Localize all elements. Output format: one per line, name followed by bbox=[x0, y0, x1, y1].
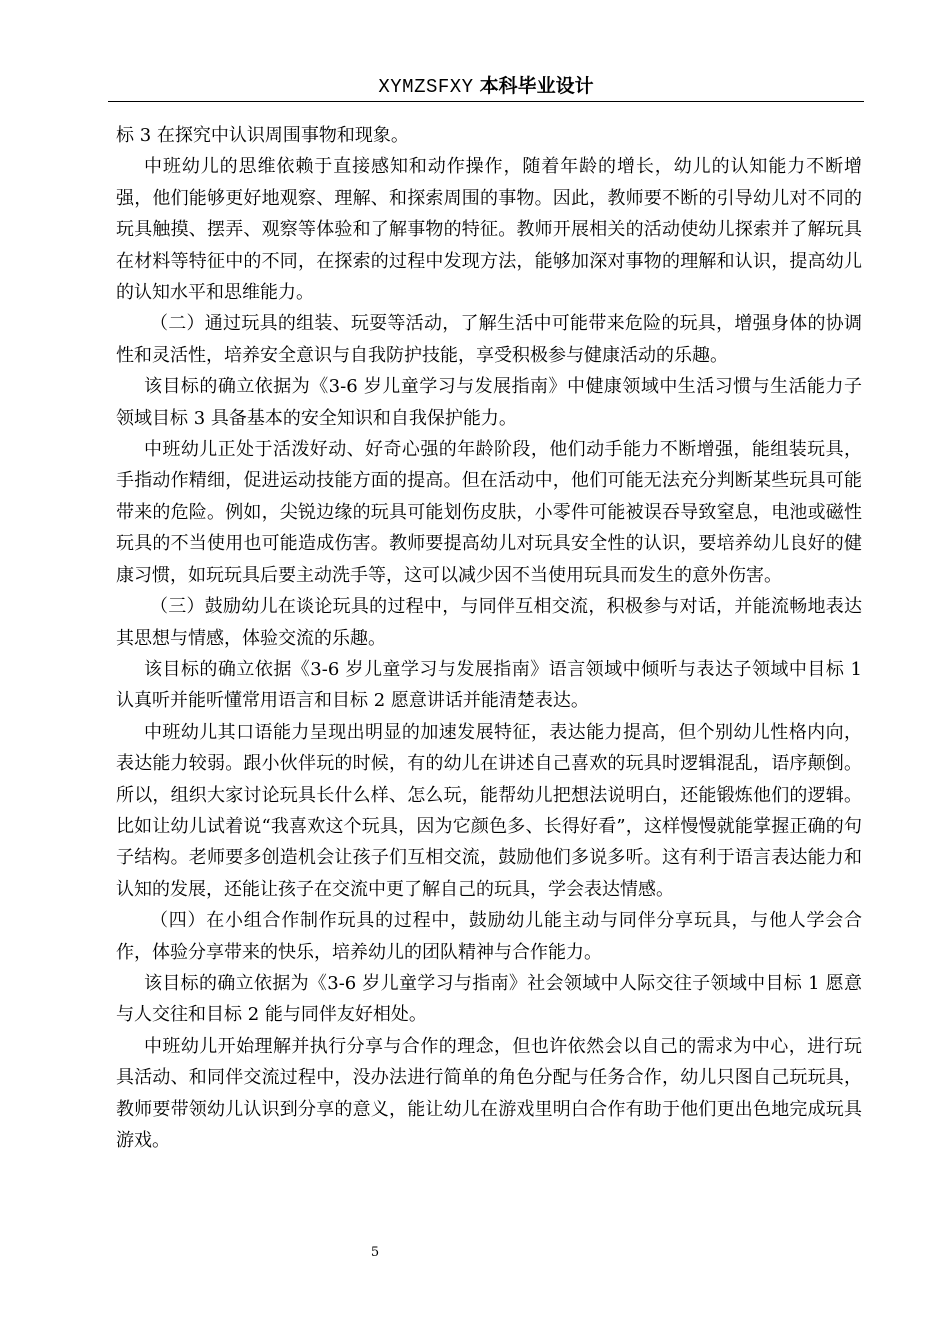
goal-heading: （二）通过玩具的组装、玩耍等活动，了解生活中可能带来危险的玩具，增强身体的协调性和灵活性，培养安全意识与自我防护技能，享受积极参与健康活动的乐趣。 bbox=[116, 313, 862, 366]
paragraph: 标 3 在探究中认识周围事物和现象。 bbox=[116, 125, 409, 146]
paragraph: 该目标的确立依据为《3-6 岁儿童学习与发展指南》中健康领域中生活习惯与生活能力子领域目标 3 具备基本的安全知识和自我保护能力。 bbox=[116, 376, 862, 429]
header-code: XYMZSFXY bbox=[378, 76, 474, 98]
header-title: 本科毕业设计 bbox=[479, 75, 594, 97]
paragraph: 中班幼儿的思维依赖于直接感知和动作操作，随着年龄的增长，幼儿的认知能力不断增强，他们能够更好地观察、理解、和探索周围的事物。因此，教师要不断的引导幼儿对不同的玩具触摸、摆弄、观察等体验和了解事物的特征。教师开展相关的活动使幼儿探索并了解玩具在材料等特征中的不同，在探索的过程中发现方法，能够加深对事物的理解和认识，提高幼儿的认知水平和思维能力。 bbox=[116, 156, 862, 304]
page-header bbox=[108, 72, 864, 101]
paragraph: 该目标的确立依据《3-6 岁儿童学习与发展指南》语言领域中倾听与表达子领域中目标 1 认真听并能听懂常用语言和目标 2 愿意讲话并能清楚表达。 bbox=[116, 658, 862, 712]
document-body bbox=[116, 120, 862, 1156]
paragraph: 中班幼儿其口语能力呈现出明显的加速发展特征，表达能力提高，但个别幼儿性格内向，表达能力较弱。跟小伙伴玩的时候，有的幼儿在讲述自己喜欢的玩具时逻辑混乱，语序颠倒。所以，组织大家讨论玩具长什么样、怎么玩，能帮幼儿把想法说明白，还能锻炼他们的逻辑。比如让幼儿试着说“我喜欢这个玩具，因为它颜色多、长得好看”，这样慢慢就能掌握正确的句子结构。老师要多创造机会让孩子们互相交流，鼓励他们多说多听。这有利于语言表达能力和认知的发展，还能让孩子在交流中更了解自己的玩具，学会表达情感。 bbox=[116, 721, 862, 900]
paragraph: 中班幼儿开始理解并执行分享与合作的理念，但也许依然会以自己的需求为中心，进行玩具活动、和同伴交流过程中，没办法进行简单的角色分配与任务合作，幼儿只图自己玩玩具，教师要带领幼儿认识到分享的意义，能让幼儿在游戏里明白合作有助于他们更出色地完成玩具游戏。 bbox=[116, 1035, 862, 1151]
paragraph: 中班幼儿正处于活泼好动、好奇心强的年龄阶段，他们动手能力不断增强，能组装玩具，手指动作精细，促进运动技能方面的提高。但在活动中，他们可能无法充分判断某些玩具可能带来的危险。例如，尖锐边缘的玩具可能划伤皮肤，小零件可能被误吞导致窒息，电池或磁性玩具的不当使用也可能造成伤害。教师要提高幼儿对玩具安全性的认识，要培养幼儿良好的健康习惯，如玩玩具后要主动洗手等，这可以减少因不当使用玩具而发生的意外伤害。 bbox=[116, 439, 862, 586]
page-number: 5 bbox=[370, 1245, 380, 1260]
goal-heading: （四）在小组合作制作玩具的过程中，鼓励幼儿能主动与同伴分享玩具，与他人学会合作，体验分享带来的快乐，培养幼儿的团队精神与合作能力。 bbox=[116, 910, 862, 963]
header-divider bbox=[108, 101, 864, 102]
paragraph: 该目标的确立依据为《3-6 岁儿童学习与指南》社会领域中人际交往子领域中目标 1 愿意与人交往和目标 2 能与同伴友好相处。 bbox=[116, 972, 862, 1026]
goal-heading: （三）鼓励幼儿在谈论玩具的过程中，与同伴互相交流，积极参与对话，并能流畅地表达其思想与情感，体验交流的乐趣。 bbox=[116, 596, 862, 649]
